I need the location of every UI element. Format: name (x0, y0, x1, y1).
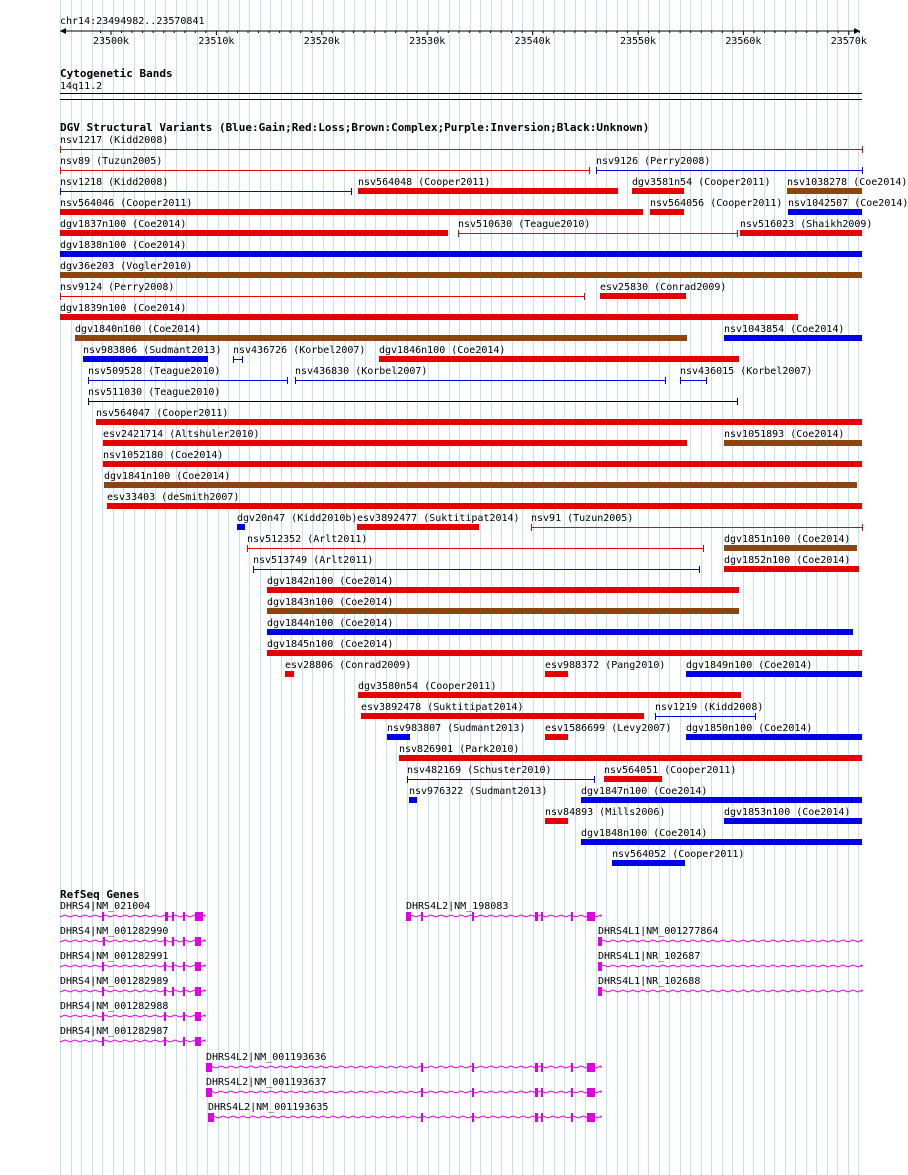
position-ruler[interactable] (0, 24, 890, 54)
exon-block (208, 1113, 214, 1122)
sv-label[interactable]: dgv36e203 (Vogler2010) (60, 261, 193, 272)
sv-label[interactable]: esv988372 (Pang2010) (545, 660, 666, 671)
exon-block (164, 937, 166, 946)
sv-label[interactable]: dgv1850n100 (Coe2014) (686, 723, 813, 734)
gene-label[interactable]: DHRS4|NM_001282988 (60, 1001, 169, 1012)
sv-label[interactable]: nsv482169 (Schuster2010) (407, 765, 552, 776)
ruler-tick-label: 23510k (198, 36, 235, 47)
sv-feature-gain[interactable] (407, 779, 594, 780)
sv-label[interactable]: nsv513749 (Arlt2011) (253, 555, 374, 566)
grid-line (239, 0, 240, 1175)
gene-label[interactable]: DHRS4|NM_001282990 (60, 926, 169, 937)
sv-label[interactable]: nsv509528 (Teague2010) (88, 366, 221, 377)
exon-block (183, 912, 185, 921)
grid-line (186, 0, 187, 1175)
sv-feature-loss[interactable] (107, 503, 862, 509)
sv-label[interactable]: dgv3580n54 (Cooper2011) (358, 681, 497, 692)
exon-block (195, 962, 201, 971)
sv-feature-loss[interactable] (358, 188, 618, 194)
exon-block (587, 1113, 595, 1122)
sv-label[interactable]: esv33403 (deSmith2007) (107, 492, 240, 503)
sv-label[interactable]: nsv564052 (Cooper2011) (612, 849, 745, 860)
sv-feature-gain[interactable] (233, 359, 242, 360)
sv-label[interactable]: nsv91 (Tuzun2005) (531, 513, 634, 524)
gene-label[interactable]: DHRS4L2|NM_198083 (406, 901, 509, 912)
sv-feature-loss[interactable] (724, 566, 859, 572)
exon-block (195, 912, 203, 921)
exon-block (183, 987, 185, 996)
sv-label[interactable]: nsv1043854 (Coe2014) (724, 324, 845, 335)
sv-label[interactable]: nsv436726 (Korbel2007) (233, 345, 366, 356)
sv-feature-loss[interactable] (458, 233, 737, 234)
sv-feature-complex[interactable] (267, 608, 739, 614)
sv-feature-gain[interactable] (788, 209, 862, 215)
sv-end-tick (242, 356, 243, 363)
sv-label[interactable]: nsv516023 (Shaikh2009) (740, 219, 873, 230)
cytoband-line-top (60, 93, 862, 94)
sv-label[interactable]: nsv564048 (Cooper2011) (358, 177, 491, 188)
sv-feature-loss[interactable] (267, 587, 739, 593)
intron-line (598, 965, 862, 967)
sv-feature-loss[interactable] (632, 188, 684, 194)
sv-feature-loss[interactable] (545, 818, 568, 824)
sv-feature-complex[interactable] (724, 440, 862, 446)
sv-label[interactable]: dgv1851n100 (Coe2014) (724, 534, 851, 545)
ruler-tick-label: 23570k (830, 36, 867, 47)
grid-line (249, 0, 250, 1175)
exon-block (472, 1063, 474, 1072)
exon-block (571, 1088, 573, 1097)
sv-feature-complex[interactable] (787, 188, 862, 194)
sv-label[interactable]: nsv983807 (Sudmant2013) (387, 723, 526, 734)
sv-label[interactable]: esv3892478 (Suktitipat2014) (361, 702, 524, 713)
sv-feature-gain[interactable] (596, 170, 862, 171)
sv-label[interactable]: nsv1038278 (Coe2014) (787, 177, 908, 188)
sv-feature-gain[interactable] (83, 356, 208, 362)
sv-feature-loss[interactable] (399, 755, 862, 761)
sv-label[interactable]: nsv1051893 (Coe2014) (724, 429, 845, 440)
sv-feature-loss[interactable] (267, 650, 862, 656)
ruler-tick-label: 23500k (92, 36, 130, 47)
sv-label[interactable]: dgv3581n54 (Cooper2011) (632, 177, 771, 188)
gene-label[interactable]: DHRS4L2|NM_001193636 (206, 1052, 327, 1063)
sv-label[interactable]: dgv1848n100 (Coe2014) (581, 828, 708, 839)
sv-label[interactable]: esv3892477 (Suktitipat2014) (357, 513, 520, 524)
exon-block (195, 1037, 201, 1046)
sv-feature-loss[interactable] (604, 776, 662, 782)
exon-block (206, 1088, 212, 1097)
sv-feature-loss[interactable] (103, 440, 687, 446)
exon-block (535, 912, 538, 921)
gene-model[interactable] (60, 961, 207, 973)
exon-block (598, 962, 602, 971)
exon-block (102, 912, 104, 921)
sv-feature-gain[interactable] (253, 569, 699, 570)
sv-feature-gain[interactable] (581, 797, 862, 803)
refseq-track-title: RefSeq Genes (60, 888, 140, 901)
sv-label[interactable]: dgv1837n100 (Coe2014) (60, 219, 187, 230)
exon-block (103, 937, 105, 946)
sv-label[interactable]: esv28806 (Conrad2009) (285, 660, 412, 671)
exon-block (183, 1012, 185, 1021)
exon-block (421, 1063, 423, 1072)
sv-end-tick (699, 566, 700, 573)
sv-label[interactable]: nsv564056 (Cooper2011) (650, 198, 783, 209)
sv-label[interactable]: nsv1052180 (Coe2014) (103, 450, 224, 461)
gene-label[interactable]: DHRS4|NM_021004 (60, 901, 151, 912)
exon-block (472, 912, 474, 921)
exon-block (195, 987, 201, 996)
gene-label[interactable]: DHRS4|NM_001282991 (60, 951, 169, 962)
sv-label[interactable]: dgv1846n100 (Coe2014) (379, 345, 506, 356)
exon-block (541, 1113, 543, 1122)
gene-label[interactable]: DHRS4L1|NR_102687 (598, 951, 701, 962)
gene-model[interactable] (206, 1062, 603, 1074)
sv-label[interactable]: esv25830 (Conrad2009) (600, 282, 727, 293)
grid-line (197, 0, 198, 1175)
sv-feature-gain[interactable] (680, 380, 706, 381)
gene-label[interactable]: DHRS4L1|NM_001277864 (598, 926, 719, 937)
exon-block (102, 962, 104, 971)
sv-label[interactable]: dgv20n47 (Kidd2010b) (237, 513, 358, 524)
sv-label[interactable]: nsv436830 (Korbel2007) (295, 366, 428, 377)
sv-end-tick (594, 776, 595, 783)
exon-block (421, 912, 423, 921)
sv-label[interactable]: dgv1841n100 (Coe2014) (104, 471, 231, 482)
cytoband-track-title: Cytogenetic Bands (60, 67, 173, 80)
exon-block (102, 1012, 104, 1021)
exon-block (535, 1088, 538, 1097)
exon-block (165, 912, 168, 921)
sv-label[interactable]: nsv84893 (Mills2006) (545, 807, 666, 818)
sv-feature-loss[interactable] (531, 527, 862, 528)
sv-end-tick (737, 398, 738, 405)
sv-feature-loss[interactable] (545, 671, 568, 677)
sv-feature-gain[interactable] (724, 818, 862, 824)
sv-end-tick (862, 167, 863, 174)
sv-label[interactable]: dgv1849n100 (Coe2014) (686, 660, 813, 671)
sv-label[interactable]: nsv9124 (Perry2008) (60, 282, 175, 293)
sv-label[interactable]: nsv983806 (Sudmant2013) (83, 345, 222, 356)
sv-feature-gain[interactable] (267, 629, 853, 635)
sv-feature-loss[interactable] (60, 209, 643, 215)
sv-end-tick (665, 377, 666, 384)
sv-label[interactable]: dgv1845n100 (Coe2014) (267, 639, 394, 650)
sv-feature-loss[interactable] (285, 671, 294, 677)
exon-block (472, 1088, 474, 1097)
exon-block (172, 937, 174, 946)
sv-feature-gain[interactable] (295, 380, 665, 381)
location-label: chr14:23494982..23570841 (60, 16, 205, 27)
grid-line (260, 0, 261, 1175)
grid-line (218, 0, 219, 1175)
sv-end-tick (589, 167, 590, 174)
sv-label[interactable]: nsv89 (Tuzun2005) (60, 156, 163, 167)
sv-label[interactable]: esv2421714 (Altshuler2010) (103, 429, 260, 440)
intron-line (598, 990, 862, 992)
sv-feature-loss[interactable] (60, 149, 862, 150)
grid-line (228, 0, 229, 1175)
gene-model[interactable] (598, 986, 864, 998)
gene-label[interactable]: DHRS4|NM_001282987 (60, 1026, 169, 1037)
exon-block (598, 937, 602, 946)
exon-block (195, 937, 201, 946)
exon-block (587, 912, 595, 921)
sv-end-tick (737, 230, 738, 237)
sv-label[interactable]: nsv1218 (Kidd2008) (60, 177, 169, 188)
sv-label[interactable]: nsv1042507 (Coe2014) (788, 198, 908, 209)
sv-feature-complex[interactable] (104, 482, 857, 488)
exon-block (183, 1037, 185, 1046)
gene-model[interactable] (60, 911, 207, 923)
exon-block (164, 962, 166, 971)
sv-label[interactable]: nsv436015 (Korbel2007) (680, 366, 813, 377)
exon-block (164, 1037, 166, 1046)
gene-label[interactable]: DHRS4L2|NM_001193635 (208, 1102, 329, 1113)
sv-label[interactable]: dgv1847n100 (Coe2014) (581, 786, 708, 797)
sv-label[interactable]: nsv976322 (Sudmant2013) (409, 786, 548, 797)
sv-end-tick (584, 293, 585, 300)
ruler-tick-label: 23520k (303, 36, 340, 47)
grid-line (774, 0, 775, 1175)
sv-feature-gain[interactable] (409, 797, 417, 803)
sv-label[interactable]: nsv564047 (Cooper2011) (96, 408, 229, 419)
sv-label[interactable]: nsv1219 (Kidd2008) (655, 702, 764, 713)
sv-feature-loss[interactable] (60, 296, 584, 297)
exon-block (172, 962, 174, 971)
sv-end-tick (755, 713, 756, 720)
sv-feature-loss[interactable] (361, 713, 644, 719)
ruler-tick-label: 23540k (514, 36, 551, 47)
sv-label[interactable]: dgv1852n100 (Coe2014) (724, 555, 851, 566)
exon-block (587, 1063, 595, 1072)
sv-feature-gain[interactable] (581, 839, 862, 845)
sv-end-tick (703, 545, 704, 552)
sv-feature-gain[interactable] (612, 860, 685, 866)
gene-model[interactable] (208, 1112, 603, 1124)
sv-label[interactable]: dgv1842n100 (Coe2014) (267, 576, 394, 587)
exon-block (172, 987, 174, 996)
gene-model[interactable] (60, 936, 207, 948)
sv-end-tick (862, 524, 863, 531)
exon-block (535, 1113, 538, 1122)
sv-feature-gain[interactable] (686, 671, 862, 677)
exon-block (541, 1063, 543, 1072)
exon-block (535, 1063, 538, 1072)
sv-feature-gain[interactable] (60, 251, 862, 257)
sv-feature-gain[interactable] (60, 191, 351, 192)
sv-label[interactable]: nsv512352 (Arlt2011) (247, 534, 368, 545)
grid-line (785, 0, 786, 1175)
sv-feature-complex[interactable] (724, 545, 857, 551)
sv-feature-gain[interactable] (387, 734, 410, 740)
ruler-tick-label: 23530k (409, 36, 446, 47)
gene-label[interactable]: DHRS4L1|NR_102688 (598, 976, 701, 987)
gene-model[interactable] (406, 911, 603, 923)
sv-feature-loss[interactable] (379, 356, 739, 362)
sv-feature-loss[interactable] (60, 314, 798, 320)
exon-block (571, 1063, 573, 1072)
sv-feature-gain[interactable] (88, 380, 287, 381)
ruler-left-arrow (60, 28, 66, 34)
sv-end-tick (287, 377, 288, 384)
gene-model[interactable] (598, 961, 864, 973)
sv-feature-complex[interactable] (75, 335, 687, 341)
ruler-tick-label: 23560k (725, 36, 762, 47)
gene-model[interactable] (60, 1011, 207, 1023)
exon-block (598, 987, 602, 996)
grid-line (207, 0, 208, 1175)
sv-label[interactable]: esv1586699 (Levy2007) (545, 723, 672, 734)
sv-label[interactable]: nsv564046 (Cooper2011) (60, 198, 193, 209)
sv-feature-loss[interactable] (357, 524, 479, 530)
sv-feature-loss[interactable] (358, 692, 741, 698)
sv-label[interactable]: nsv564051 (Cooper2011) (604, 765, 737, 776)
sv-end-tick (351, 188, 352, 195)
sv-feature-gain[interactable] (686, 734, 862, 740)
sv-label[interactable]: dgv1844n100 (Coe2014) (267, 618, 394, 629)
gene-model[interactable] (60, 986, 207, 998)
sv-feature-unknown[interactable] (88, 401, 737, 402)
exon-block (164, 1012, 166, 1021)
sv-feature-loss[interactable] (650, 209, 684, 215)
sv-feature-complex[interactable] (60, 272, 862, 278)
sv-label[interactable]: nsv1217 (Kidd2008) (60, 135, 169, 146)
exon-block (472, 1113, 474, 1122)
gene-model[interactable] (206, 1087, 603, 1099)
intron-line (598, 940, 862, 942)
exon-block (183, 937, 185, 946)
exon-block (102, 987, 104, 996)
sv-feature-loss[interactable] (60, 230, 448, 236)
sv-feature-loss[interactable] (103, 461, 862, 467)
sv-feature-loss[interactable] (247, 548, 703, 549)
sv-label[interactable]: dgv1839n100 (Coe2014) (60, 303, 187, 314)
gene-model[interactable] (60, 1036, 207, 1048)
sv-feature-loss[interactable] (545, 734, 568, 740)
exon-block (206, 1063, 212, 1072)
grid-line (176, 0, 177, 1175)
dgv-track-title: DGV Structural Variants (Blue:Gain;Red:Loss;Brown:Complex;Purple:Inversion;Black:Unknown) (60, 121, 650, 134)
exon-block (421, 1088, 423, 1097)
sv-feature-loss[interactable] (96, 419, 862, 425)
sv-feature-loss[interactable] (600, 293, 686, 299)
cytoband-label[interactable]: 14q11.2 (60, 81, 103, 92)
sv-feature-gain[interactable] (237, 524, 245, 530)
exon-block (571, 1113, 573, 1122)
sv-label[interactable]: nsv826901 (Park2010) (399, 744, 520, 755)
sv-end-tick (862, 146, 863, 153)
gene-label[interactable]: DHRS4|NM_001282989 (60, 976, 169, 987)
exon-block (541, 912, 543, 921)
sv-feature-loss[interactable] (60, 170, 589, 171)
ruler-tick-label: 23550k (619, 36, 657, 47)
sv-label[interactable]: nsv9126 (Perry2008) (596, 156, 711, 167)
gene-model[interactable] (598, 936, 864, 948)
exon-block (421, 1113, 423, 1122)
exon-block (172, 912, 174, 921)
exon-block (164, 987, 166, 996)
sv-label[interactable]: dgv1843n100 (Coe2014) (267, 597, 394, 608)
sv-label[interactable]: nsv510630 (Teague2010) (458, 219, 591, 230)
exon-block (571, 912, 573, 921)
exon-block (541, 1088, 543, 1097)
sv-label[interactable]: dgv1853n100 (Coe2014) (724, 807, 851, 818)
sv-feature-gain[interactable] (655, 716, 755, 717)
exon-block (102, 1037, 104, 1046)
sv-label[interactable]: dgv1838n100 (Coe2014) (60, 240, 187, 251)
sv-feature-loss[interactable] (740, 230, 862, 236)
exon-block (406, 912, 411, 921)
exon-block (195, 1012, 201, 1021)
gene-label[interactable]: DHRS4L2|NM_001193637 (206, 1077, 327, 1088)
sv-label[interactable]: dgv1840n100 (Coe2014) (75, 324, 202, 335)
exon-block (587, 1088, 595, 1097)
cytoband-line-bottom (60, 99, 862, 100)
sv-end-tick (706, 377, 707, 384)
sv-label[interactable]: nsv511030 (Teague2010) (88, 387, 221, 398)
sv-feature-gain[interactable] (724, 335, 862, 341)
exon-block (183, 962, 185, 971)
